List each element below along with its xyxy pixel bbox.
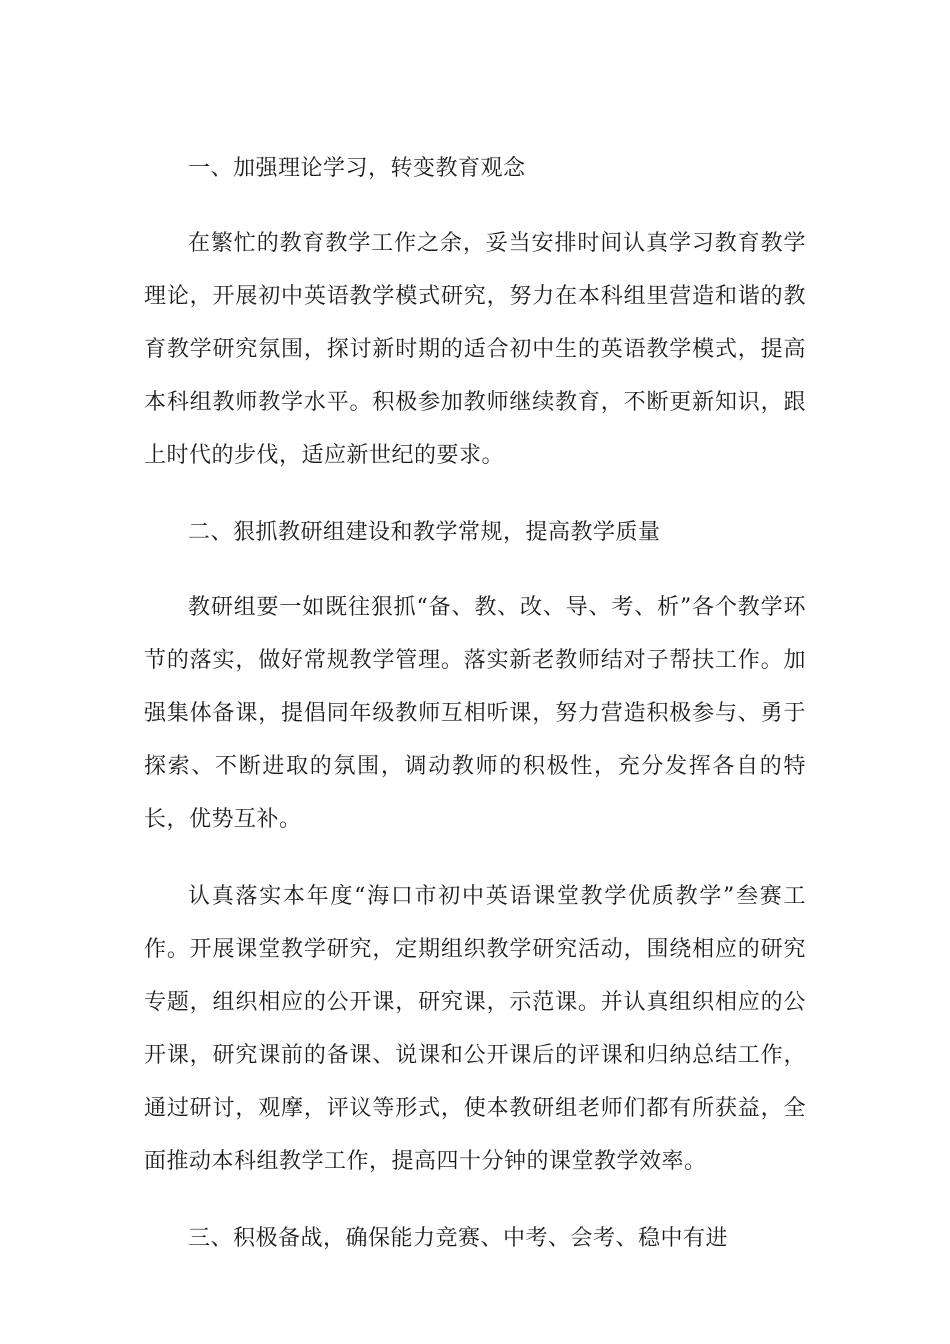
document-body (144, 142, 806, 1265)
section-2-paragraph-2: 认真落实本年度“海口市初中英语课堂教学优质教学”叁赛工作。开展课堂教学研究，定期组织教学研究活动，围绕相应的研究专题，组织相应的公开课，研究课，示范课。并认真组织相应的公开课，研究课前的备课、说课和公开课后的评课和归纳总结工作，通过研讨，观摩，评议等形式，使本教研组老师们都有所获益，全面推动本科组教学工作，提高四十分钟的课堂教学效率。 (144, 884, 806, 1174)
section-2-paragraph-1: 教研组要一如既往狠抓“备、教、改、导、考、析”各个教学环节的落实，做好常规教学管理。落实新老教师结对子帮扶工作。加强集体备课，提倡同年级教师互相听课，努力营造积极参与、勇于探索、不断进取的氛围，调动教师的积极性，充分发挥各自的特长，优势互补。 (144, 595, 806, 832)
section-2-heading: 二、狠抓教研组建设和教学常规，提高教学质量 (188, 520, 661, 545)
section-3-heading: 三、积极备战，确保能力竞赛、中考、会考、稳中有进 (188, 1226, 729, 1251)
section-1-paragraph: 在繁忙的教育教学工作之余，妥当安排时间认真学习教育教学理论，开展初中英语教学模式研究，努力在本科组里营造和谐的教育教学研究氛围，探讨新时期的适合初中生的英语教学模式，提高本科组教师教学水平。积极参加教师继续教育，不断更新知识，跟上时代的步伐，适应新世纪的要求。 (144, 231, 806, 468)
section-1-heading: 一、加强理论学习，转变教育观念 (188, 156, 526, 181)
